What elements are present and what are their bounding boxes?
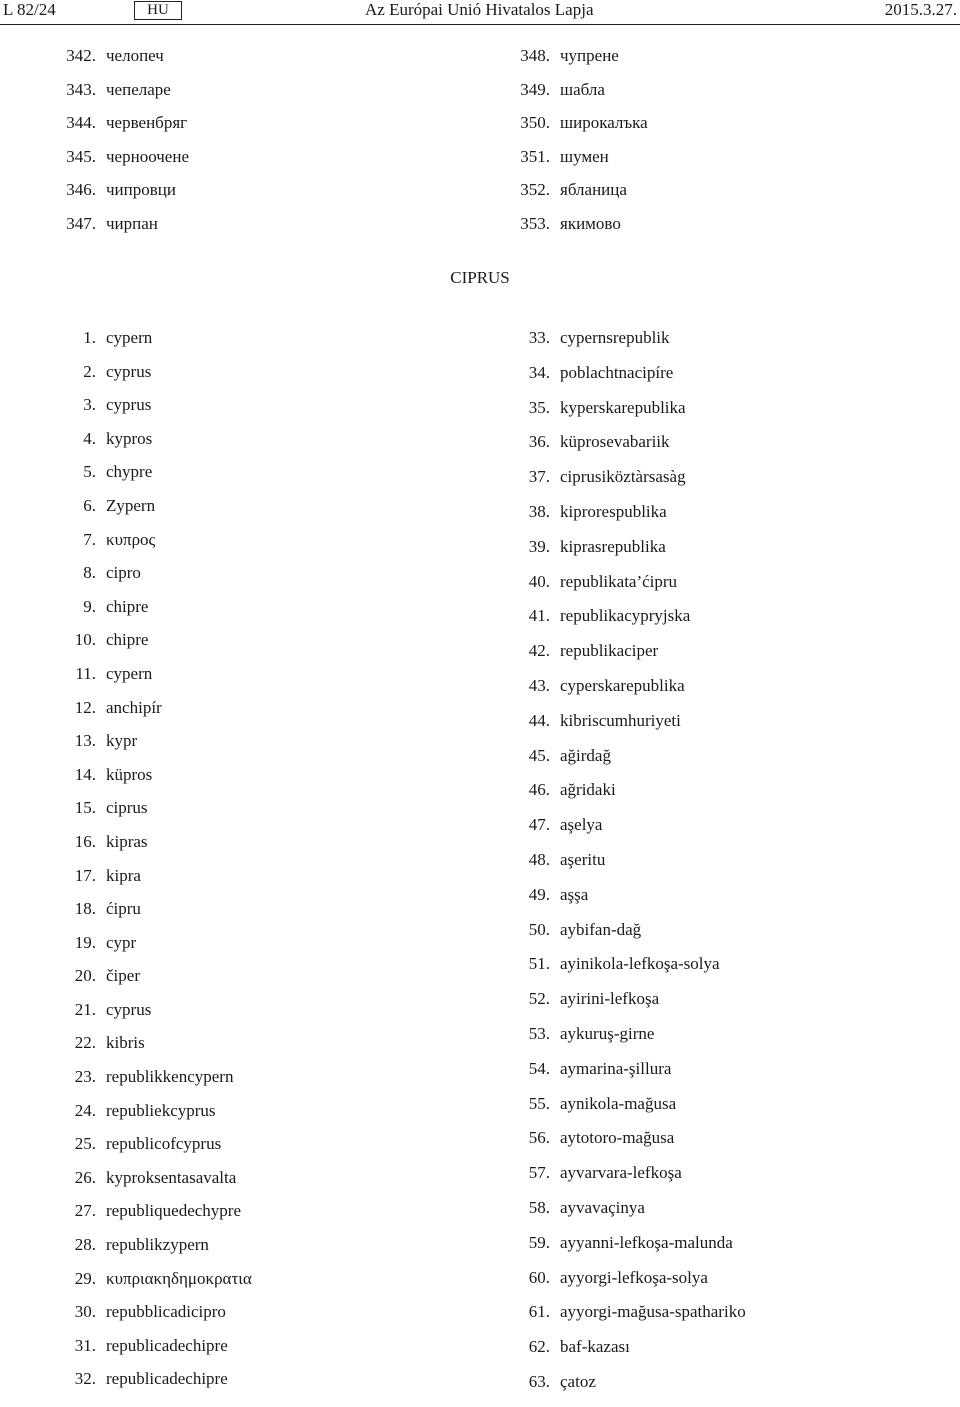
item-number: 2.	[83, 361, 96, 381]
journal-title: Az Európai Unió Hivatalos Lapja	[365, 0, 594, 19]
item-number: 55.	[528, 1093, 550, 1113]
item-number: 32.	[74, 1369, 96, 1389]
item-number: 17.	[74, 865, 96, 885]
item-number: 62.	[528, 1337, 550, 1357]
section-title: CIPRUS	[450, 268, 510, 287]
item-number: 1.	[83, 328, 96, 347]
item-number: 63.	[528, 1371, 550, 1391]
item-number: 35.	[528, 397, 550, 417]
item-number: 347.	[66, 213, 96, 233]
item-number: 23.	[74, 1067, 96, 1087]
item-text: republiekcyprus	[106, 1100, 216, 1120]
item-number: 348.	[520, 46, 550, 65]
item-number: 352.	[520, 180, 550, 200]
item-text: aybifan-dağ	[560, 919, 642, 939]
item-text: aşelya	[560, 815, 603, 835]
item-number: 11.	[75, 663, 96, 683]
item-text: ayyanni-lefkoşa-malunda	[560, 1232, 733, 1252]
item-text: чипровци	[106, 180, 176, 200]
item-text: шумен	[560, 146, 609, 166]
item-text: cyprus	[106, 999, 152, 1019]
item-number: 38.	[528, 501, 550, 521]
item-number: 45.	[528, 745, 550, 765]
item-number: 22.	[74, 1033, 96, 1053]
item-number: 57.	[528, 1163, 550, 1183]
item-number: 53.	[528, 1023, 550, 1043]
item-number: 56.	[528, 1128, 550, 1148]
item-number: 43.	[528, 675, 550, 695]
page-reference: L 82/24	[3, 0, 56, 19]
item-number: 59.	[528, 1232, 550, 1252]
item-text: cypern	[106, 328, 153, 347]
item-number: 4.	[83, 428, 96, 448]
item-text: kibriscumhuriyeti	[560, 710, 681, 730]
item-text: republiquedechypre	[106, 1201, 241, 1221]
item-text: cyprus	[106, 395, 152, 415]
item-number: 353.	[520, 213, 550, 233]
item-text: küpros	[106, 764, 153, 784]
item-text: cipro	[106, 563, 141, 583]
item-text: chipre	[106, 630, 149, 650]
page-header	[0, 0, 960, 25]
item-number: 24.	[74, 1100, 96, 1120]
item-text: republicadechipre	[106, 1369, 228, 1389]
item-number: 3.	[83, 395, 96, 415]
item-text: republikzypern	[106, 1235, 209, 1255]
item-number: 34.	[528, 362, 550, 382]
item-text: чирпан	[106, 213, 158, 233]
item-number: 60.	[528, 1267, 550, 1287]
item-number: 12.	[74, 697, 96, 717]
item-text: ayvarvara-lefkoşa	[560, 1163, 682, 1183]
item-text: ciprusiköztàrsasàg	[560, 467, 686, 487]
item-text: kibris	[106, 1033, 145, 1053]
item-number: 25.	[74, 1134, 96, 1154]
item-number: 51.	[528, 954, 550, 974]
item-number: 351.	[520, 146, 550, 166]
item-number: 10.	[74, 630, 96, 650]
item-number: 14.	[74, 764, 96, 784]
item-number: 16.	[74, 831, 96, 851]
item-number: 5.	[83, 462, 96, 482]
item-text: широкалъка	[560, 113, 648, 133]
item-number: 7.	[83, 529, 96, 549]
item-text: cypernsrepublik	[560, 328, 670, 347]
item-text: ayirini-lefkoşa	[560, 989, 660, 1009]
item-text: baf-kazası	[560, 1337, 630, 1357]
item-text: κυπρος	[106, 529, 156, 549]
item-number: 50.	[528, 919, 550, 939]
item-text: aşeritu	[560, 849, 606, 869]
item-number: 15.	[74, 798, 96, 818]
item-text: ayyorgi-lefkoşa-solya	[560, 1267, 708, 1287]
item-number: 31.	[74, 1335, 96, 1355]
item-number: 344.	[66, 113, 96, 133]
item-number: 13.	[74, 731, 96, 751]
item-number: 42.	[528, 641, 550, 661]
item-text: aykuruş-girne	[560, 1023, 655, 1043]
item-text: republikacypryjska	[560, 606, 691, 626]
item-number: 6.	[83, 495, 96, 515]
item-number: 37.	[528, 467, 550, 487]
item-text: kipra	[106, 865, 141, 885]
language-code-box: HU	[134, 1, 182, 20]
item-text: ćipru	[106, 899, 141, 919]
item-text: ciprus	[106, 798, 148, 818]
item-text: ayyorgi-mağusa-spathariko	[560, 1302, 746, 1322]
item-text: repubblicadicipro	[106, 1302, 226, 1322]
item-text: kypr	[106, 731, 138, 751]
publication-date: 2015.3.27.	[884, 0, 957, 19]
item-number: 30.	[74, 1302, 96, 1322]
item-text: kipras	[106, 831, 148, 851]
item-number: 27.	[74, 1201, 96, 1221]
item-number: 36.	[528, 432, 550, 452]
item-number: 342.	[66, 46, 96, 65]
item-number: 343.	[66, 79, 96, 99]
item-text: κυπριακηδημοκρατια	[106, 1268, 252, 1288]
item-text: republikata’ćipru	[560, 571, 678, 591]
item-number: 350.	[520, 113, 550, 133]
item-text: poblachtnacipíre	[560, 362, 674, 382]
item-text: anchipír	[106, 697, 162, 717]
item-text: čiper	[106, 966, 140, 986]
item-number: 18.	[74, 899, 96, 919]
item-text: kypros	[106, 428, 153, 448]
item-text: челопеч	[106, 46, 164, 65]
item-number: 40.	[528, 571, 550, 591]
item-text: ayvavaçinya	[560, 1197, 645, 1217]
item-text: kiprasrepublika	[560, 536, 666, 556]
item-text: черноочене	[106, 146, 189, 166]
item-text: kyperskarepublika	[560, 397, 686, 417]
item-text: küprosevabariik	[560, 432, 670, 452]
item-text: ябланица	[560, 180, 627, 200]
item-text: republikaciper	[560, 641, 659, 661]
item-text: aymarina-şillura	[560, 1058, 672, 1078]
item-text: cyprus	[106, 361, 152, 381]
item-number: 345.	[66, 146, 96, 166]
item-text: cypern	[106, 663, 153, 683]
item-number: 48.	[528, 849, 550, 869]
item-text: republicadechipre	[106, 1335, 228, 1355]
item-number: 39.	[528, 536, 550, 556]
item-number: 19.	[74, 932, 96, 952]
item-text: aynikola-mağusa	[560, 1093, 677, 1113]
item-text: ağridaki	[560, 780, 616, 800]
item-number: 61.	[528, 1302, 550, 1322]
item-text: якимово	[560, 213, 621, 233]
item-text: aşşa	[560, 884, 589, 904]
item-number: 346.	[66, 180, 96, 200]
item-number: 52.	[528, 989, 550, 1009]
item-text: chipre	[106, 596, 149, 616]
item-number: 44.	[528, 710, 550, 730]
item-number: 47.	[528, 815, 550, 835]
item-number: 9.	[83, 596, 96, 616]
item-number: 49.	[528, 884, 550, 904]
item-text: kiprorespublika	[560, 501, 667, 521]
item-number: 33.	[528, 328, 550, 347]
item-text: Zypern	[106, 495, 156, 515]
item-number: 58.	[528, 1197, 550, 1217]
item-text: republikkencypern	[106, 1067, 234, 1087]
item-text: чупрене	[560, 46, 619, 65]
item-text: aytotoro-mağusa	[560, 1128, 675, 1148]
item-text: kyproksentasavalta	[106, 1167, 237, 1187]
item-text: шабла	[560, 79, 605, 99]
item-text: republicofcyprus	[106, 1134, 222, 1154]
item-number: 46.	[528, 780, 550, 800]
item-text: cypr	[106, 932, 137, 952]
item-number: 349.	[520, 79, 550, 99]
item-text: ayinikola-lefkoşa-solya	[560, 954, 720, 974]
item-number: 21.	[74, 999, 96, 1019]
item-text: cyperskarepublika	[560, 675, 685, 695]
item-number: 28.	[74, 1235, 96, 1255]
item-number: 8.	[83, 563, 96, 583]
item-text: чепеларе	[106, 79, 171, 99]
item-text: çatoz	[560, 1371, 596, 1391]
item-text: червенбряг	[106, 113, 188, 133]
item-number: 29.	[74, 1268, 96, 1288]
item-number: 41.	[528, 606, 550, 626]
item-text: ağirdağ	[560, 745, 611, 765]
item-text: chypre	[106, 462, 153, 482]
item-number: 26.	[74, 1167, 96, 1187]
item-number: 54.	[528, 1058, 550, 1078]
item-number: 20.	[74, 966, 96, 986]
